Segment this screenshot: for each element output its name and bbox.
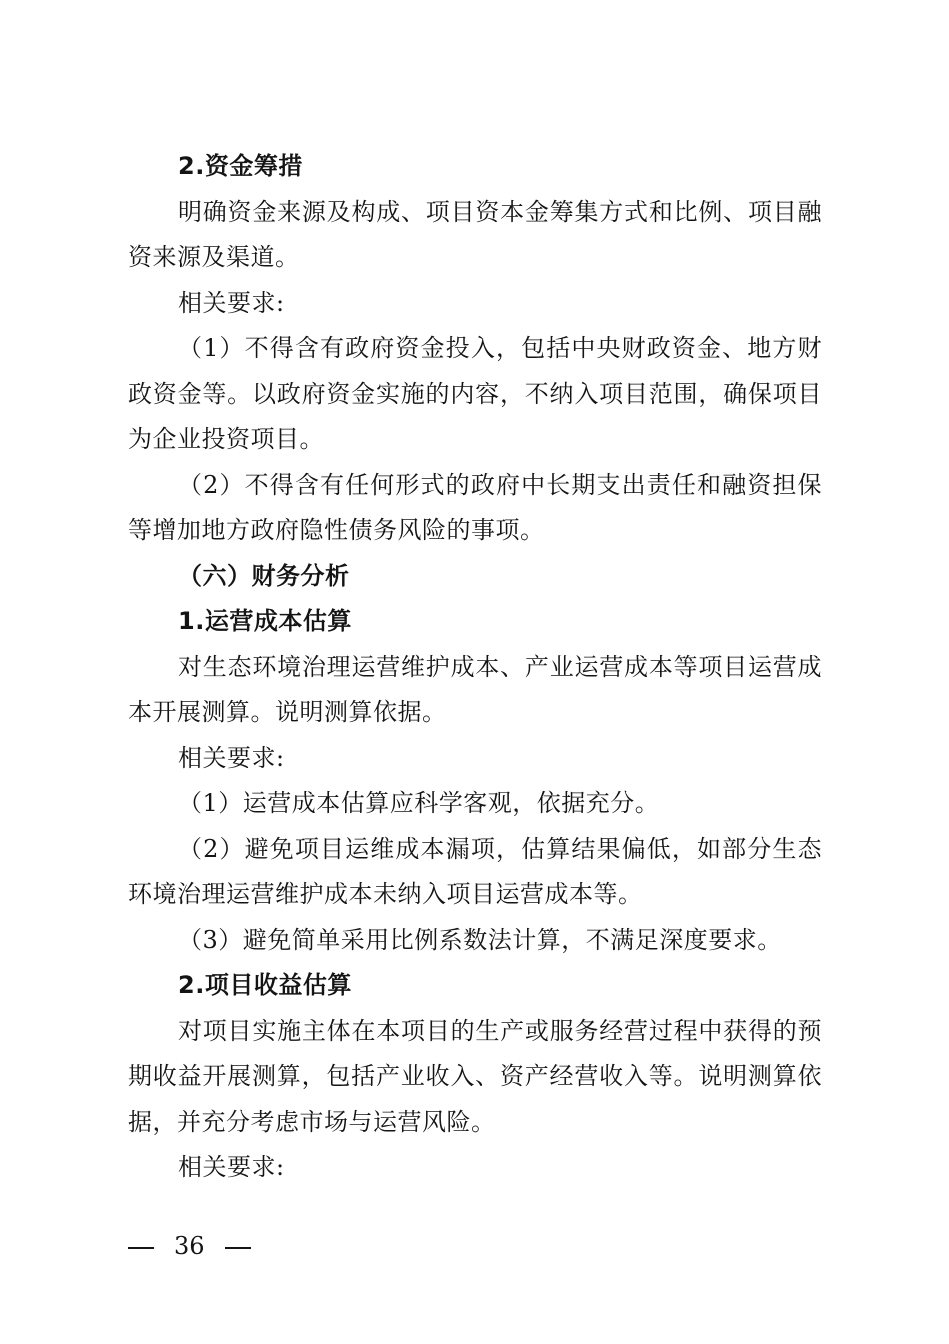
heading-funding: 2.资金筹措 bbox=[178, 152, 303, 180]
requirement-item: （2）不得含有任何形式的政府中长期支出责任和融资担保等增加地方政府隐性债务风险的事项。 bbox=[128, 470, 822, 544]
heading-revenue-estimate: 2.项目收益估算 bbox=[178, 971, 352, 999]
requirement-item: （3）避免简单采用比例系数法计算，不满足深度要求。 bbox=[178, 925, 782, 954]
page-number: 36 bbox=[174, 1232, 205, 1260]
heading-financial-analysis: （六）财务分析 bbox=[178, 561, 350, 590]
requirement-item: （2）避免项目运维成本漏项，估算结果偏低，如部分生态环境治理运营维护成本未纳入项目运营成本等。 bbox=[128, 834, 822, 908]
paragraph-revenue-desc: 对项目实施主体在本项目的生产或服务经营过程中获得的预期收益开展测算，包括产业收入、资产经营收入等。说明测算依据，并充分考虑市场与运营风险。 bbox=[128, 1016, 822, 1136]
paragraph-requirements-label: 相关要求: bbox=[178, 288, 285, 317]
paragraph-operating-cost-desc: 对生态环境治理运营维护成本、产业运营成本等项目运营成本开展测算。说明测算依据。 bbox=[128, 652, 822, 726]
footer-dash-right bbox=[225, 1247, 251, 1249]
requirement-item: （1）运营成本估算应科学客观，依据充分。 bbox=[178, 789, 660, 817]
paragraph-requirements-label: 相关要求: bbox=[178, 743, 285, 772]
page-footer bbox=[128, 1226, 251, 1266]
paragraph-funding-desc: 明确资金来源及构成、项目资本金筹集方式和比例、项目融资来源及渠道。 bbox=[128, 197, 822, 271]
paragraph-requirements-label: 相关要求: bbox=[178, 1153, 285, 1181]
footer-dash-left bbox=[128, 1247, 154, 1249]
requirement-item: （1）不得含有政府资金投入，包括中央财政资金、地方财政资金等。以政府资金实施的内容，不纳入项目范围，确保项目为企业投资项目。 bbox=[128, 334, 822, 453]
document-body bbox=[128, 144, 822, 1191]
heading-operating-cost: 1.运营成本估算 bbox=[178, 607, 352, 635]
